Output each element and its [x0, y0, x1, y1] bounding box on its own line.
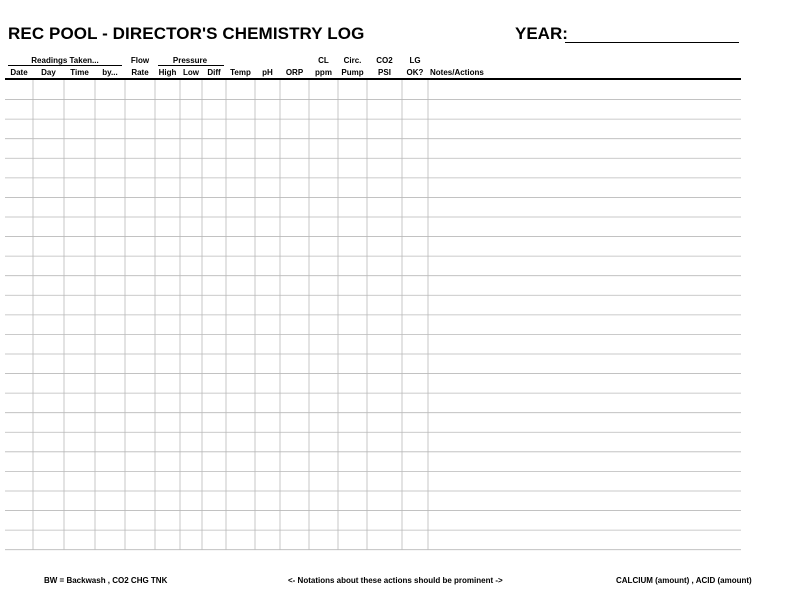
col-ph: pH: [262, 68, 273, 77]
col-by: by...: [102, 68, 118, 77]
header-flow: Flow: [130, 56, 150, 65]
footer-right-note: CALCIUM (amount) , ACID (amount): [616, 576, 752, 585]
col-rate: Rate: [131, 68, 149, 77]
col-orp: ORP: [285, 68, 304, 77]
col-ppm: ppm: [315, 68, 332, 77]
header-circ: Circ.: [343, 56, 362, 65]
col-low: Low: [183, 68, 199, 77]
col-time: Time: [70, 68, 89, 77]
header-readings-taken: Readings Taken...: [31, 56, 99, 65]
year-label: YEAR:: [515, 24, 568, 43]
header-lg: LG: [409, 56, 421, 65]
col-day: Day: [41, 68, 56, 77]
header-pressure: Pressure: [172, 56, 208, 65]
header-co2: CO2: [376, 56, 393, 65]
col-temp: Temp: [230, 68, 251, 77]
col-psi: PSI: [378, 68, 391, 77]
col-high: High: [158, 68, 177, 77]
col-notes-actions: Notes/Actions: [430, 68, 484, 77]
header-cl: CL: [318, 56, 329, 65]
col-date: Date: [10, 68, 28, 77]
footer-left-note: BW = Backwash , CO2 CHG TNK: [44, 576, 168, 585]
page-title: REC POOL - DIRECTOR'S CHEMISTRY LOG: [8, 24, 365, 43]
col-pump: Pump: [341, 68, 364, 77]
col-diff: Diff: [207, 68, 221, 77]
col-ok: OK?: [406, 68, 424, 77]
footer-center-note: <- Notations about these actions should be prominent ->: [288, 576, 503, 585]
